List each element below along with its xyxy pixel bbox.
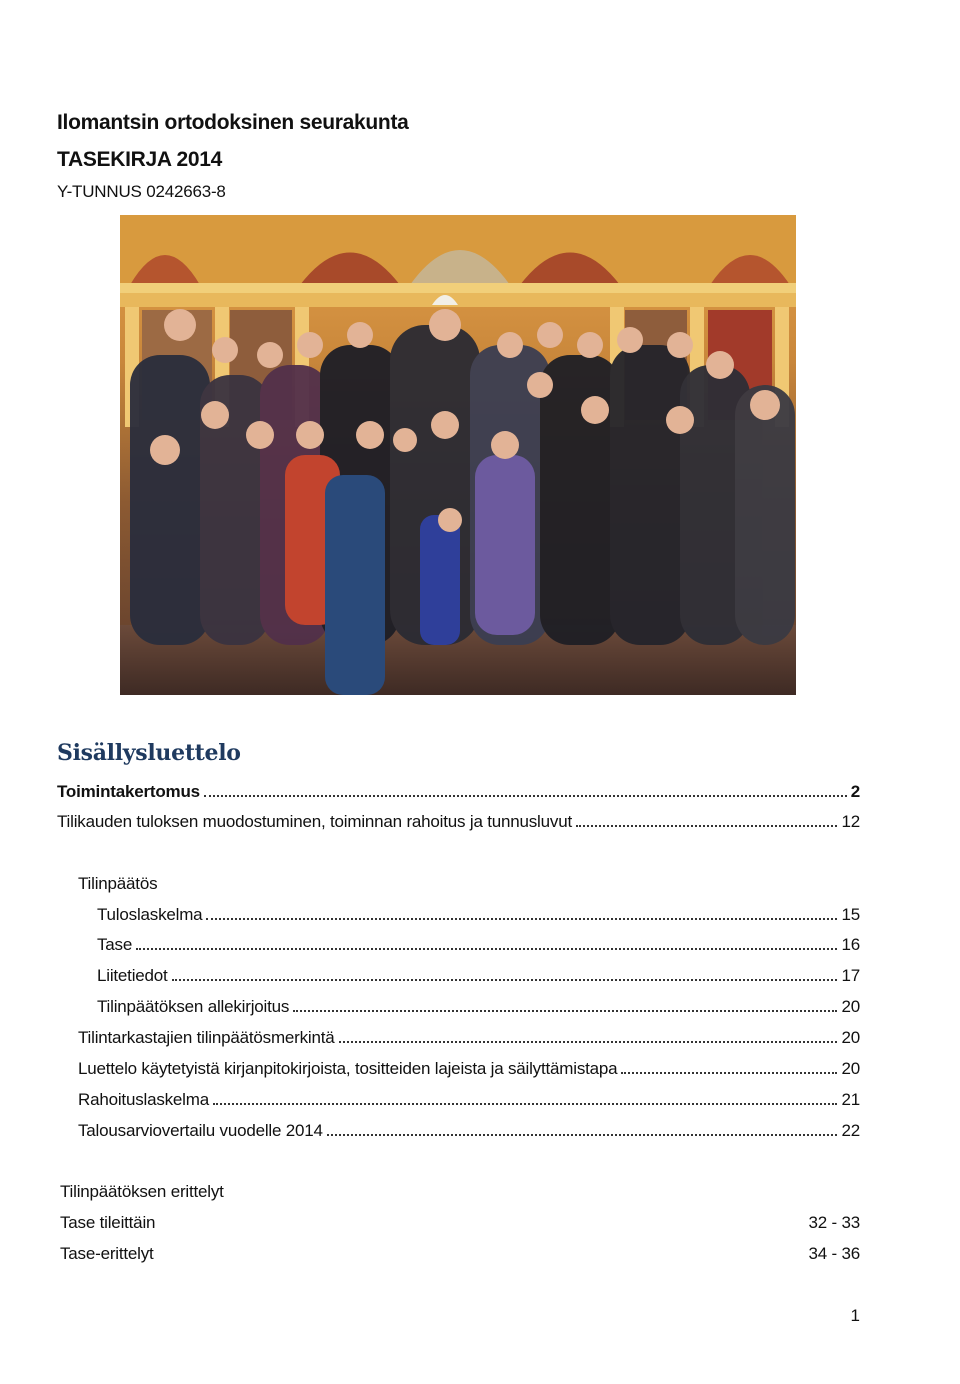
toc-leader-dots	[339, 1041, 838, 1043]
toc-leader-dots	[576, 825, 838, 827]
toc-entry-title: Tilinpäätöksen allekirjoitus	[97, 997, 290, 1016]
toc-entry-page: 22	[841, 1121, 860, 1140]
toc-entry-tase	[97, 934, 860, 956]
appendix-row-pages: 32 - 33	[808, 1213, 860, 1232]
toc-group-label: Tilinpäätös	[78, 874, 158, 893]
toc-leader-dots	[293, 1010, 837, 1012]
toc-entry-title: Toimintakertomus	[57, 782, 200, 801]
toc-entry-tilikauden-tulos	[57, 811, 860, 833]
toc-entry-page: 15	[841, 905, 860, 924]
appendix-row-pages: 34 - 36	[808, 1244, 860, 1263]
toc-entry-kirjanpitokirjat	[78, 1058, 860, 1080]
toc-entry-allekirjoitus	[97, 996, 860, 1018]
toc-entry-liitetiedot	[97, 965, 860, 987]
toc-entry-talousarviovertailu	[78, 1120, 860, 1142]
toc-entry-title: Tilikauden tuloksen muodostuminen, toiminnan rahoitus ja tunnusluvut	[57, 812, 572, 831]
toc-entry-page: 20	[841, 1059, 860, 1078]
toc-leader-dots	[172, 979, 838, 981]
toc-leader-dots	[621, 1072, 837, 1074]
toc-leader-dots	[136, 948, 837, 950]
toc-entry-page: 16	[841, 935, 860, 954]
toc-entry-title: Luettelo käytetyistä kirjanpitokirjoista, tositteiden lajeista ja säilyttämistapa	[78, 1059, 618, 1078]
toc-leader-dots	[327, 1134, 838, 1136]
toc-leader-dots	[204, 795, 847, 797]
toc-entry-page: 20	[841, 1028, 860, 1047]
toc-entry-title: Tase	[97, 935, 133, 954]
toc-entry-title: Talousarviovertailu vuodelle 2014	[78, 1121, 323, 1140]
appendix-row-tase-tileittain	[60, 1212, 860, 1234]
appendix-row-title: Tase tileittäin	[60, 1213, 156, 1232]
toc-entry-page: 21	[841, 1090, 860, 1109]
toc-entry-title: Rahoituslaskelma	[78, 1090, 209, 1109]
toc-heading: Sisällysluettelo	[57, 740, 241, 766]
page-number: 1	[850, 1306, 860, 1325]
toc-leader-dots	[213, 1103, 838, 1105]
group-photo	[120, 215, 796, 695]
toc-entry-toimintakertomus	[57, 781, 860, 803]
appendix-heading: Tilinpäätöksen erittelyt	[60, 1182, 224, 1201]
toc-entry-page: 2	[850, 782, 860, 801]
organization-name: Ilomantsin ortodoksinen seurakunta	[57, 111, 409, 134]
toc-entry-title: Tuloslaskelma	[97, 905, 203, 924]
toc-entry-rahoituslaskelma	[78, 1089, 860, 1111]
toc-entry-tuloslaskelma	[97, 904, 860, 926]
toc-entry-title: Tilintarkastajien tilinpäätösmerkintä	[78, 1028, 335, 1047]
toc-entry-title: Liitetiedot	[97, 966, 168, 985]
toc-entry-tilintarkastajat	[78, 1027, 860, 1049]
business-id: Y-TUNNUS 0242663-8	[57, 182, 226, 201]
toc-leader-dots	[206, 918, 837, 920]
appendix-row-tase-erittelyt	[60, 1243, 860, 1265]
appendix-row-title: Tase-erittelyt	[60, 1244, 154, 1263]
document-title: TASEKIRJA 2014	[57, 148, 223, 171]
toc-entry-page: 17	[841, 966, 860, 985]
document-header	[57, 110, 409, 203]
toc-entry-page: 12	[841, 812, 860, 831]
toc-entry-page: 20	[841, 997, 860, 1016]
